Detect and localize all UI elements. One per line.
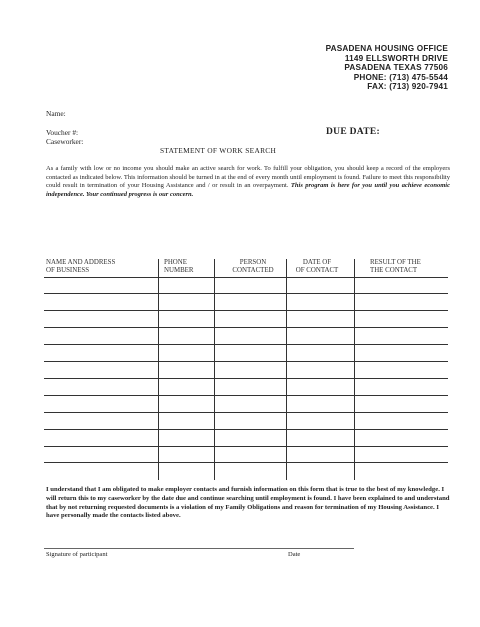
table-row-line [44, 344, 448, 345]
name-field-label: Name: [46, 109, 66, 118]
office-street: 1149 ELLSWORTH DRIVE [344, 53, 448, 63]
office-fax: FAX: (713) 920-7941 [367, 82, 448, 92]
column-header-line: CONTACTED [232, 267, 274, 275]
signature-label: Signature of participant [46, 551, 108, 558]
office-name: PASADENA HOUSING OFFICE [325, 44, 448, 53]
signature-date-label: Date [288, 551, 301, 558]
office-address-block [326, 44, 448, 92]
table-row-line [44, 395, 448, 396]
column-header-line: DATE OF [302, 259, 332, 266]
column-header-line: OF CONTACT [295, 267, 339, 275]
table-row-line [44, 293, 448, 294]
column-header-line: PERSON [239, 259, 267, 266]
table-row-line [44, 361, 448, 362]
column-header-phone [164, 259, 193, 276]
table-row-line [44, 327, 448, 328]
column-header-business [46, 259, 115, 276]
table-row-line [44, 462, 448, 463]
intro-emphasis: This program is here for you until you achieve economic independence. Your continued progress is our concern. [46, 182, 450, 198]
column-header-line: OF BUSINESS [46, 267, 90, 275]
table-row-line [44, 310, 448, 311]
table-column-divider [354, 259, 355, 480]
voucher-field-label: Voucher #: [46, 128, 79, 137]
table-row-line [44, 429, 448, 430]
caseworker-field-label: Caseworker: [46, 137, 84, 146]
office-phone: PHONE: (713) 475-5544 [353, 72, 448, 82]
column-header-line: THE CONTACT [370, 267, 418, 275]
table-row-line [44, 277, 448, 278]
form-title: STATEMENT OF WORK SEARCH [160, 146, 277, 155]
table-column-divider [286, 259, 287, 480]
column-header-line: NUMBER [164, 267, 194, 275]
column-header-line: PHONE [164, 259, 187, 266]
due-date-label: DUE DATE: [326, 127, 380, 137]
signature-line [44, 548, 354, 549]
table-column-divider [214, 259, 215, 480]
table-row-line [44, 412, 448, 413]
office-city: PASADENA TEXAS 77506 [344, 63, 448, 73]
intro-paragraph [46, 165, 450, 199]
column-header-result [370, 259, 421, 276]
table-row-line [44, 446, 448, 447]
column-header-date [288, 259, 346, 276]
column-header-line: RESULT OF THE [370, 259, 421, 266]
column-header-line: NAME AND ADDRESS [46, 259, 116, 266]
certification-statement: I understand that I am obligated to make employer contacts and furnish information on this form that is true to the best of my knowledge. I will return this to my caseworker by the date due and continue searching until employment is found. I have been explained to and understand that by not returning requested documents is a violation of my Family Obligations and reason for termination of my Housing Assistance. I have personally made the contacts listed above. [46, 486, 450, 520]
intro-text: As a family with low or no income you should make an active search for work. To fulfill your obligation, you should keep a record of the employers contacted as indicated below. This information should be turned in at the end of every month until employment is found. Failure to meet this responsibility could result in termination of your Housing Assistance and / or result in an overpayment. [46, 165, 450, 190]
table-column-divider [158, 259, 159, 480]
table-row-line [44, 378, 448, 379]
column-header-person [222, 259, 284, 276]
